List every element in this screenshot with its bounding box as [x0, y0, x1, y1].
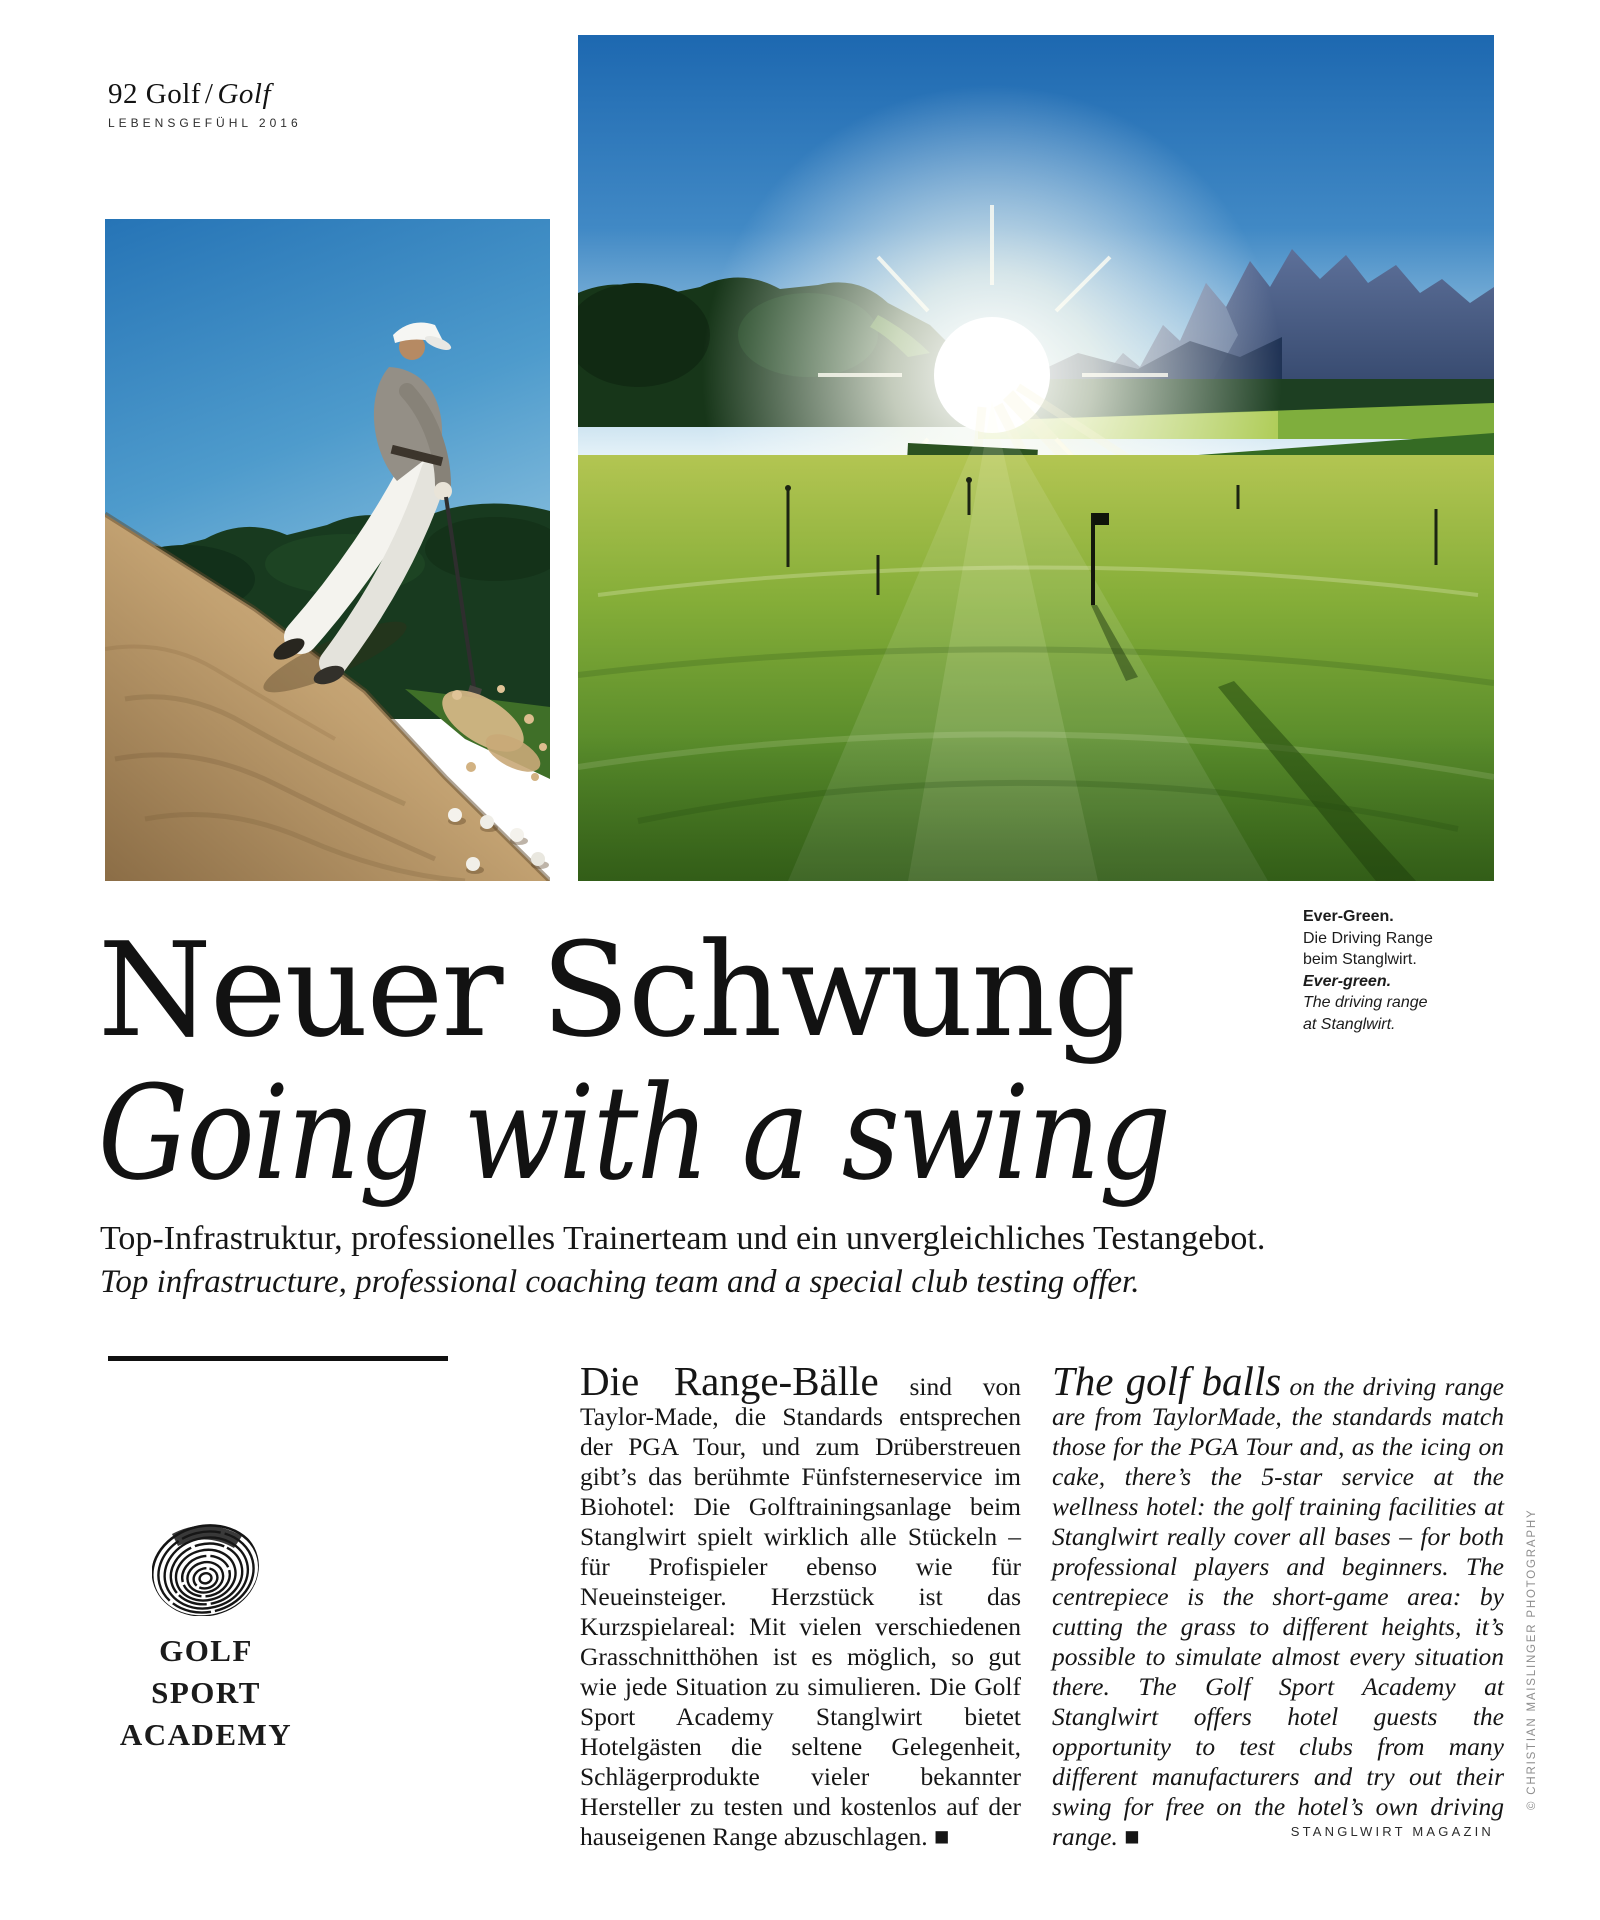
body-english — [1052, 1358, 1504, 1852]
body-german — [580, 1358, 1022, 1852]
subhead-german: Top-Infrastruktur, professionelles Trainerteam und ein unvergleichliches Testangebot. — [100, 1220, 1266, 1257]
caption-title-de: Ever-Green. — [1303, 908, 1394, 925]
headline-english: Going with a swing — [98, 1057, 1170, 1209]
body-german-text: sind von Taylor-Made, die Standards entsprechen der PGA Tour, und zum Drüberstreuen gibt’s das berühmte Fünfsterneservice im Biohotel: Die Golftrainingsanlage beim Stanglwirt spielt wirklich alle Stückeln – für Profispieler ebenso wie für Neueinsteiger. Herzstück ist das Kurzspielareal: Mit vielen verschiedenen Grasschnitthöhen ist es möglich, so gut wie jede Situation zu simulieren. Die Golf Sport Academy Stanglwirt bietet Hotelgästen die seltene Gelegenheit, Schlägerprodukte vieler bekannter Hersteller zu testen und kostenlos auf der hauseigenen Range abzuschlagen. ■ — [580, 1372, 1022, 1851]
subhead-english: Top infrastructure, professional coaching team and a special club testing offer. — [100, 1264, 1140, 1300]
logo-line-academy: ACADEMY — [119, 1717, 293, 1752]
photo-caption — [1303, 906, 1503, 1035]
caption-title-en: Ever-green. — [1303, 972, 1392, 990]
headline-german: Neuer Schwung — [98, 914, 1135, 1066]
body-english-lead: The golf balls — [1052, 1358, 1282, 1404]
logo-line-golf: GOLF — [159, 1633, 253, 1668]
section-title-de: Golf — [145, 78, 201, 110]
edition-label: LEBENSGEFÜHL 2016 — [108, 116, 302, 130]
golf-sport-academy-logo — [96, 1522, 316, 1756]
caption-line: at Stanglwirt. — [1303, 1015, 1396, 1033]
driving-range-photo — [578, 35, 1494, 881]
caption-line: beim Stanglwirt. — [1303, 951, 1417, 968]
photo-credit: © CHRISTIAN MAISLINGER PHOTOGRAPHY — [1526, 1508, 1538, 1810]
bunker-golfer-photo — [105, 219, 550, 881]
logo-line-sport: SPORT — [151, 1675, 261, 1710]
magazine-footer: STANGLWIRT MAGAZIN — [1290, 1824, 1494, 1839]
section-rule — [108, 1356, 448, 1361]
vignette — [578, 735, 1494, 881]
page-header — [108, 78, 271, 111]
section-separator: / — [204, 78, 214, 110]
caption-line: Die Driving Range — [1303, 929, 1433, 947]
body-english-text: on the driving range are from TaylorMade, the standards match those for the PGA Tour and, as the icing on cake, there’s the 5-star service at the wellness hotel: the golf training facilities at Stanglwirt really cover all bases – for both professional players and beginners. The centrepiece is the short-game area: by cutting the grass to different heights, it’s possible to simulate almost every situation there. The Golf Sport Academy at Stanglwirt offers hotel guests the opportunity to test clubs from many different manufacturers and try out their swing for free on the hotel’s own driving range. ■ — [1052, 1372, 1504, 1851]
section-title-en: Golf — [217, 78, 272, 110]
fingerprint-icon — [152, 1522, 260, 1616]
page-number: 92 — [108, 78, 138, 110]
body-german-lead: Die Range-Bälle — [580, 1358, 879, 1404]
caption-line: The driving range — [1303, 994, 1428, 1011]
